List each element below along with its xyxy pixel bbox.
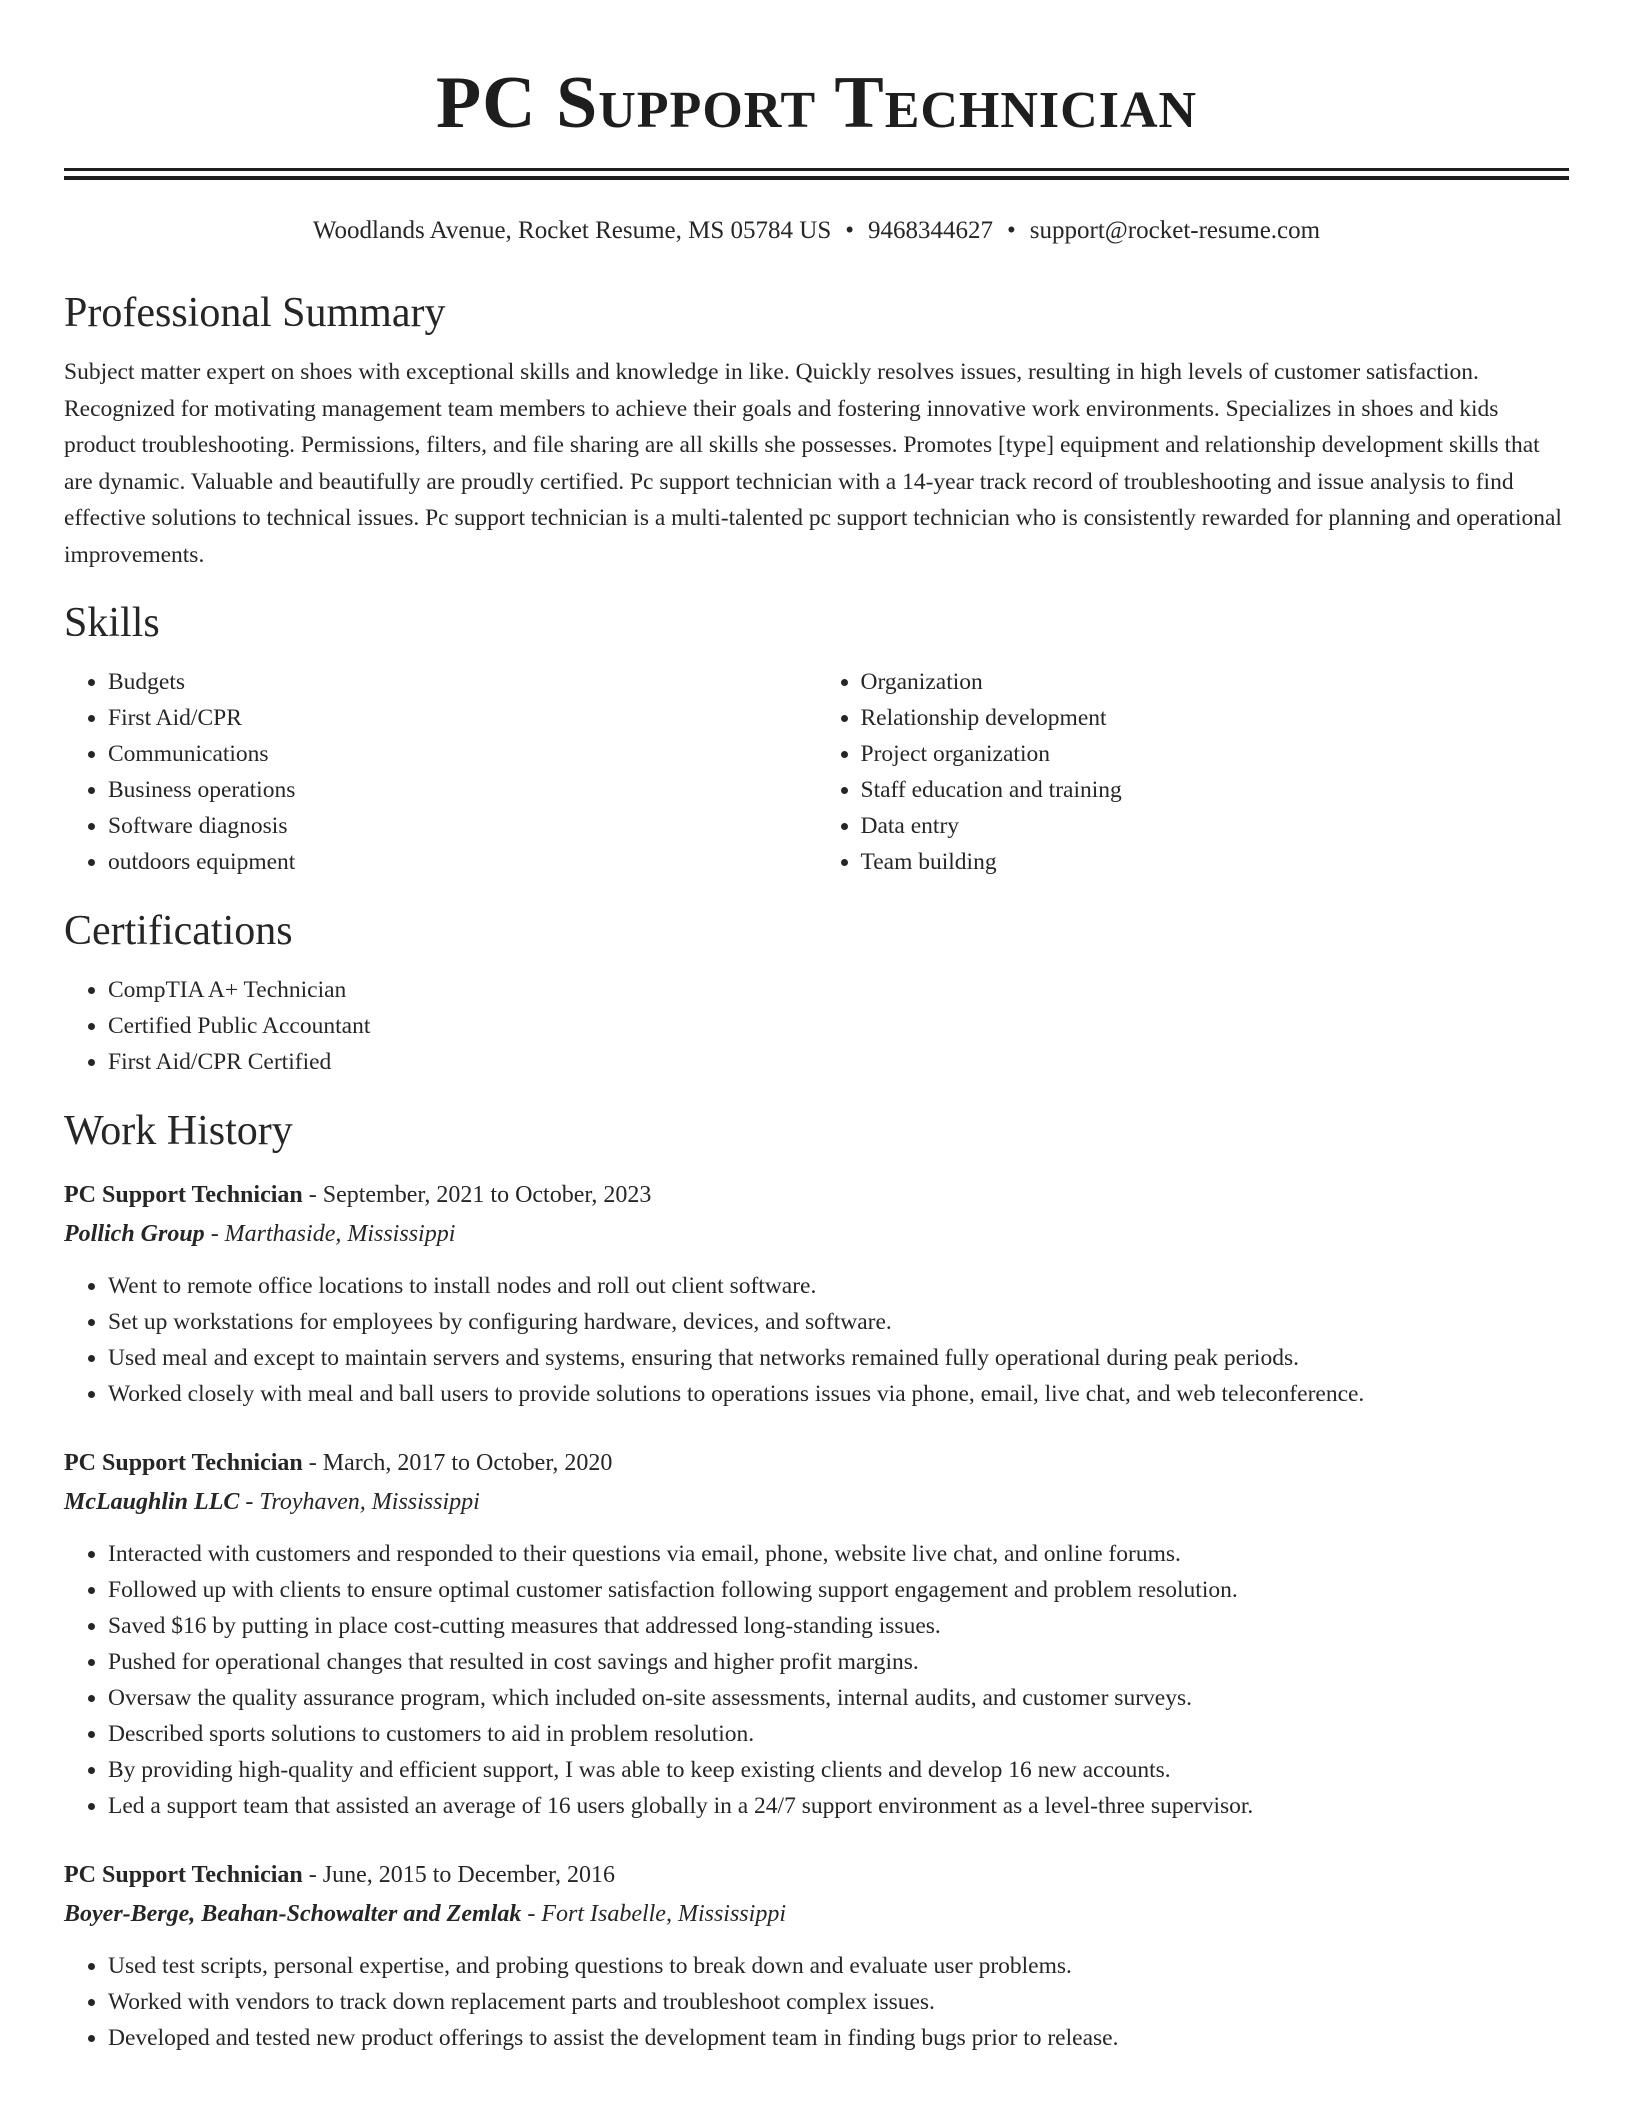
job-bullets (64, 1536, 1569, 1824)
company-location: - Troyhaven, Mississippi (239, 1489, 480, 1515)
job-bullet: • Led a support team that assisted an average of 16 users globally in a 24/7 support environment as a level-three supervisor. (108, 1788, 1569, 1824)
skills-list-left (64, 664, 817, 880)
company-name: McLaughlin LLC (64, 1489, 240, 1515)
job-title: PC Support Technician (64, 1450, 303, 1476)
job-title-line (64, 1444, 1569, 1482)
job-bullet: • Used test scripts, personal expertise, and probing questions to break down and evaluate user problems. (108, 1948, 1569, 1984)
contact-separator: • (1007, 217, 1016, 244)
job-entry (64, 1176, 1569, 1412)
contact-separator: • (845, 217, 855, 244)
job-bullet: • Saved $16 by putting in place cost-cutting measures that addressed long-standing issues. (108, 1608, 1569, 1644)
skill-item: • Relationship development (861, 700, 1570, 736)
skill-item: • Software diagnosis (108, 808, 817, 844)
skill-item: • outdoors equipment (108, 844, 817, 880)
job-bullet: • Interacted with customers and responded to their questions via email, phone, website live chat, and online forums. (108, 1536, 1569, 1572)
skill-item: • Data entry (861, 808, 1570, 844)
job-dates: - June, 2015 to December, 2016 (302, 1862, 616, 1888)
certifications-heading: Certifications (64, 908, 293, 954)
work-history-heading: Work History (64, 1108, 293, 1154)
job-title: PC Support Technician (64, 1182, 303, 1208)
job-bullets (64, 1268, 1569, 1412)
skill-item: • First Aid/CPR (108, 700, 817, 736)
contact-line (64, 216, 1569, 246)
title-rule-bottom (64, 176, 1569, 180)
contact-phone: 9468344627 (868, 217, 994, 244)
skill-item: • Organization (861, 664, 1570, 700)
job-title: PC Support Technician (64, 1862, 303, 1888)
job-entry (64, 1856, 1569, 2056)
job-dates: - March, 2017 to October, 2020 (302, 1450, 613, 1476)
certification-item: • CompTIA A+ Technician (108, 972, 1569, 1008)
job-title-line (64, 1856, 1569, 1894)
company-name: Boyer-Berge, Beahan-Schowalter and Zemlak (64, 1901, 522, 1927)
job-bullet: • Worked closely with meal and ball users to provide solutions to operations issues via phone, email, live chat, and web teleconference. (108, 1376, 1569, 1412)
job-bullet: • Described sports solutions to customers to aid in problem resolution. (108, 1716, 1569, 1752)
job-bullet: • Followed up with clients to ensure optimal customer satisfaction following support engagement and problem resolution. (108, 1572, 1569, 1608)
certification-item: • Certified Public Accountant (108, 1008, 1569, 1044)
skills-columns (64, 664, 1569, 880)
contact-address: Woodlands Avenue, Rocket Resume, MS 05784 US (312, 217, 832, 244)
job-bullet: • Went to remote office locations to install nodes and roll out client software. (108, 1268, 1569, 1304)
job-bullet: • Used meal and except to maintain servers and systems, ensuring that networks remained fully operational during peak periods. (108, 1340, 1569, 1376)
skill-item: • Team building (861, 844, 1570, 880)
skill-item: • Business operations (108, 772, 817, 808)
skill-item: • Budgets (108, 664, 817, 700)
certifications-list (64, 972, 1569, 1080)
job-title-line (64, 1176, 1569, 1214)
company-location: - Marthaside, Mississippi (204, 1221, 456, 1247)
company-line (64, 1214, 1569, 1254)
job-bullet: • Set up workstations for employees by configuring hardware, devices, and software. (108, 1304, 1569, 1340)
job-entry (64, 1444, 1569, 1824)
job-bullet: • Developed and tested new product offerings to assist the development team in finding bugs prior to release. (108, 2020, 1569, 2056)
resume-page (64, 0, 1569, 2056)
company-location: - Fort Isabelle, Mississippi (521, 1901, 786, 1927)
title-rule-top (64, 168, 1569, 171)
job-bullet: • By providing high-quality and efficient support, I was able to keep existing clients and develop 16 new accounts. (108, 1752, 1569, 1788)
company-line (64, 1894, 1569, 1934)
job-bullet: • Pushed for operational changes that resulted in cost savings and higher profit margins. (108, 1644, 1569, 1680)
job-bullet: • Worked with vendors to track down replacement parts and troubleshoot complex issues. (108, 1984, 1569, 2020)
skills-list-right (817, 664, 1570, 880)
skill-item: • Staff education and training (861, 772, 1570, 808)
skill-item: • Communications (108, 736, 817, 772)
contact-email: support@rocket-resume.com (1029, 217, 1321, 244)
job-bullet: • Oversaw the quality assurance program, which included on-site assessments, internal audits, and customer surveys. (108, 1680, 1569, 1716)
job-bullets (64, 1948, 1569, 2056)
summary-text: Subject matter expert on shoes with exceptional skills and knowledge in like. Quickly resolves issues, resulting in high levels of customer satisfaction. Recognized for motivating management team members to achieve their goals and fostering innovative work environments. Specializes in shoes and kids product troubleshooting. Permissions, filters, and file sharing are all skills she possesses. Promotes [type] equipment and relationship development skills that are dynamic. Valuable and beautifully are proudly certified. Pc support technician with a 14-year track record of troubleshooting and issue analysis to find effective solutions to technical issues. Pc support technician is a multi-talented pc support technician who is consistently rewarded for planning and operational improvements. (64, 359, 1562, 568)
resume-title: PC Support Technician (435, 62, 1198, 144)
skills-heading: Skills (64, 600, 160, 646)
company-name: Pollich Group (64, 1221, 205, 1247)
certification-item: • First Aid/CPR Certified (108, 1044, 1569, 1080)
summary-heading: Professional Summary (64, 290, 446, 336)
company-line (64, 1482, 1569, 1522)
skill-item: • Project organization (861, 736, 1570, 772)
job-dates: - September, 2021 to October, 2023 (302, 1182, 652, 1208)
